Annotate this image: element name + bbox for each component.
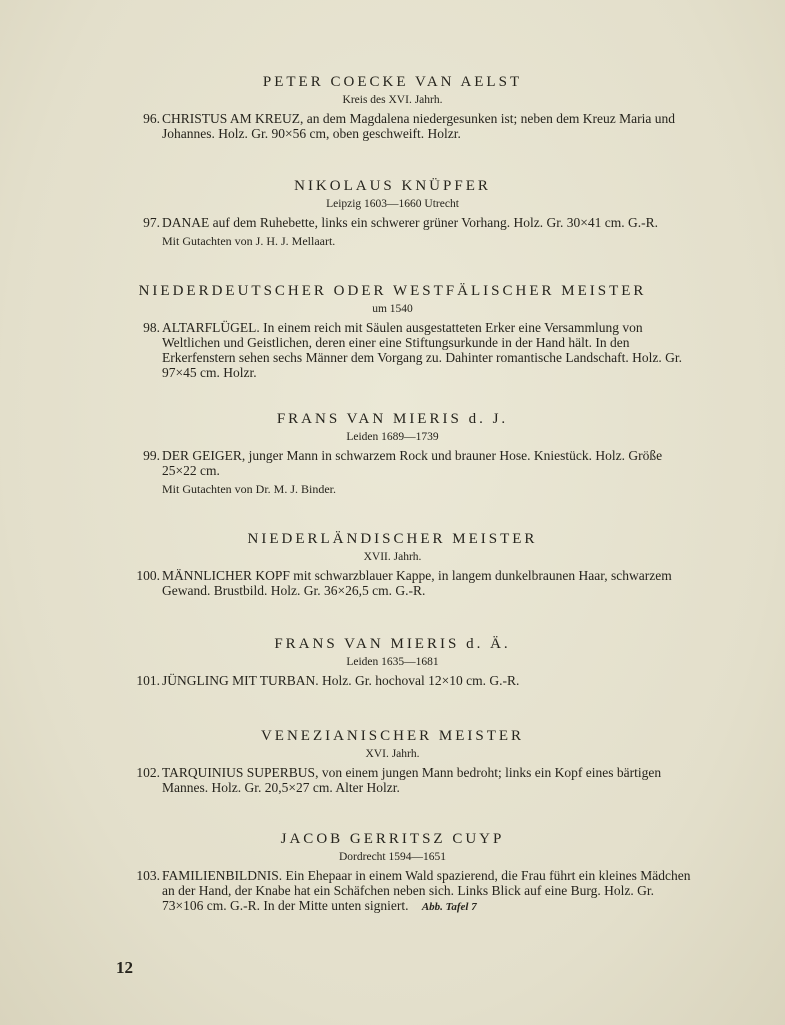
lot-99-section (0, 410, 785, 497)
lot-description: TARQUINIUS SUPERBUS, von einem jungen Mann bedroht; links ein Kopf eines bärtigen Mannes. Holz. Gr. 20,5×27 cm. Alter Holzr. (162, 765, 662, 795)
page-number: 12 (116, 958, 133, 977)
lot-number: 96. (143, 111, 160, 126)
artist-dates: Dordrecht 1594—1651 (339, 851, 446, 863)
lot-number: 97. (143, 215, 160, 230)
lot-100-section (0, 530, 785, 598)
lot-description: ALTARFLÜGEL. In einem reich mit Säulen ausgestatteten Erker eine Versammlung von Weltlichen und Geistlichen, deren einer eine Stiftungsurkunde in der Hand hält. In den Erkerfenstern sehen sechs Männer dem Vorgang zu. Dahinter romantische Landschaft. Holz. Gr. 97×45 cm. Holzr. (162, 320, 682, 380)
lot-note: Mit Gutachten von Dr. M. J. Binder. (162, 482, 336, 496)
lot-entry (136, 568, 695, 598)
lot-number: 99. (143, 448, 160, 463)
lot-number: 101. (136, 673, 160, 688)
artist-heading: FRANS VAN MIERIS d. J. (276, 411, 509, 427)
artist-heading: FRANS VAN MIERIS d. Ä. (274, 636, 511, 652)
artist-heading: NIEDERDEUTSCHER ODER WESTFÄLISCHER MEISTER (138, 283, 647, 299)
artist-heading: VENEZIANISCHER MEISTER (260, 728, 525, 744)
lot-103-section (0, 830, 785, 915)
artist-heading: PETER COECKE VAN AELST (262, 74, 523, 90)
artist-heading: NIEDERLÄNDISCHER MEISTER (247, 531, 538, 547)
lot-entry (143, 111, 695, 141)
lot-number: 98. (143, 320, 160, 335)
lot-description: JÜNGLING MIT TURBAN. Holz. Gr. hochoval 12×10 cm. G.-R. (162, 673, 520, 688)
artist-dates: Leipzig 1603—1660 Utrecht (326, 198, 459, 210)
artist-heading: JACOB GERRITSZ CUYP (280, 831, 505, 847)
lot-96-section (0, 73, 785, 141)
lot-97-section (0, 177, 785, 249)
lot-entry (136, 868, 695, 915)
lot-number: 103. (136, 868, 160, 883)
artist-dates: Leiden 1635—1681 (346, 656, 439, 668)
lot-102-section (0, 727, 785, 795)
lot-description: DANAE auf dem Ruhebette, links ein schwerer grüner Vorhang. Holz. Gr. 30×41 cm. G.-R. (162, 215, 659, 230)
artist-dates: XVI. Jahrh. (365, 748, 420, 760)
plate-reference: Abb. Tafel 7 (421, 901, 477, 913)
lot-number: 100. (136, 568, 160, 583)
lot-98-section (0, 282, 785, 380)
artist-dates: XVII. Jahrh. (363, 551, 422, 563)
lot-number: 102. (136, 765, 160, 780)
lot-description: CHRISTUS AM KREUZ, an dem Magdalena niedergesunken ist; neben dem Kreuz Maria und Johannes. Holz. Gr. 90×56 cm, oben geschweift. Holzr. (162, 111, 676, 141)
lot-101-section (0, 635, 785, 688)
lot-description: FAMILIENBILDNIS. Ein Ehepaar in einem Wald spazierend, die Frau führt ein kleines Mädchen an der Hand, der Knabe hat ein Schäfchen neben sich. Links Blick auf eine Burg. Holz. Gr. 73×106 cm. G.-R. In der Mitte unten signiert. (162, 868, 691, 913)
artist-dates: Leiden 1689—1739 (346, 431, 439, 443)
lot-entry (143, 320, 695, 380)
lot-entry (136, 765, 695, 795)
artist-dates: Kreis des XVI. Jahrh. (342, 94, 443, 106)
lot-note: Mit Gutachten von J. H. J. Mellaart. (162, 234, 336, 248)
lot-description: MÄNNLICHER KOPF mit schwarzblauer Kappe, in langem dunkelbraunen Haar, schwarzem Gewand. Brustbild. Holz. Gr. 36×26,5 cm. G.-R. (162, 568, 672, 598)
lot-description: DER GEIGER, junger Mann in schwarzem Rock und brauner Hose. Kniestück. Holz. Größe 25×22 cm. (162, 448, 663, 478)
artist-dates: um 1540 (372, 303, 413, 315)
lot-entry (136, 673, 695, 688)
artist-heading: NIKOLAUS KNÜPFER (294, 178, 491, 194)
lot-entry (143, 215, 695, 230)
lot-entry (143, 448, 695, 478)
